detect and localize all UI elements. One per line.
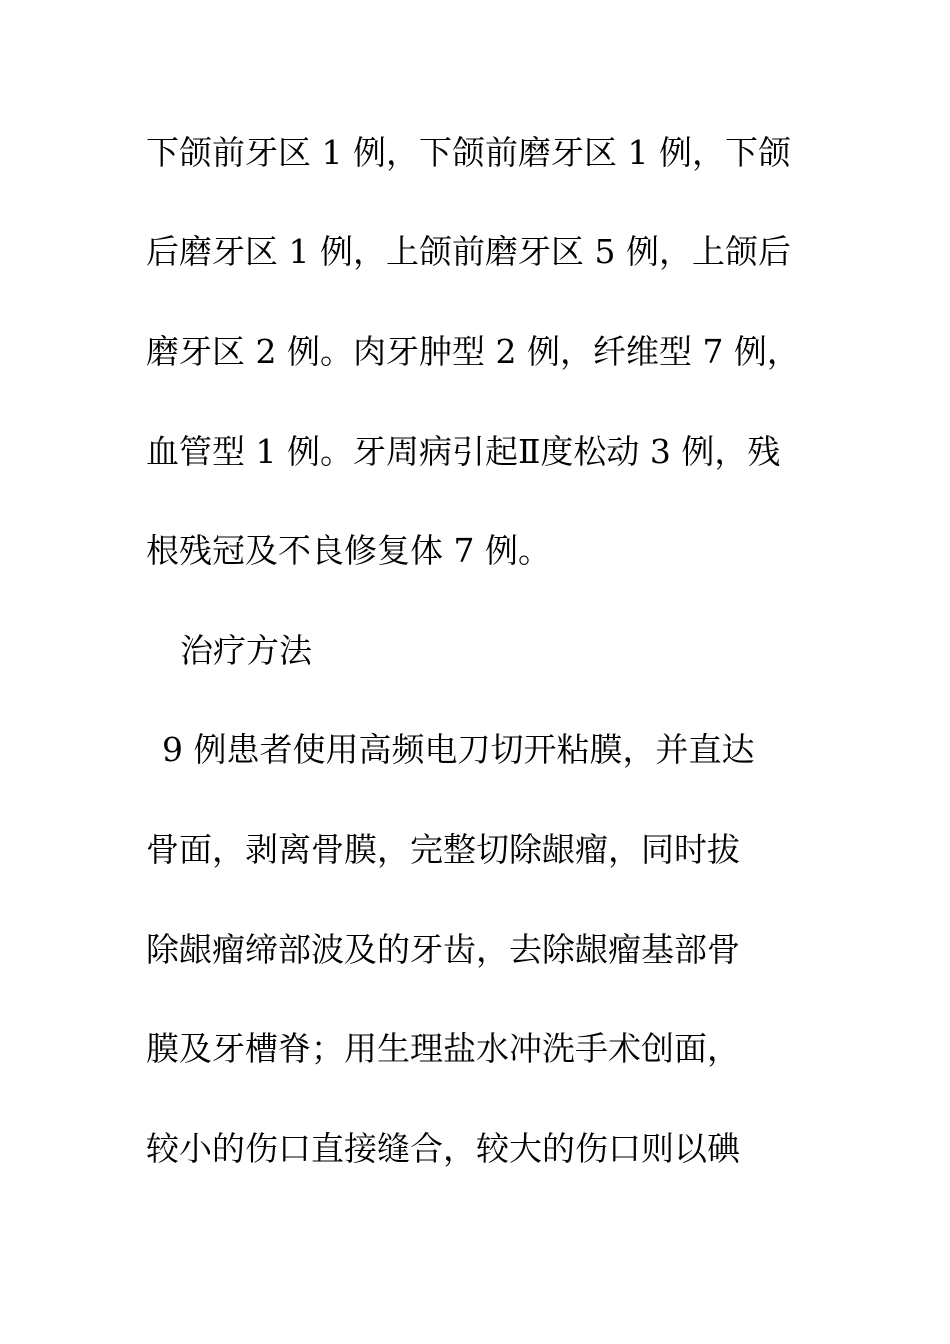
paragraph-line-10: 较小的伤口直接缝合，较大的伤口则以碘 bbox=[146, 1129, 740, 1168]
paragraph-line-9: 膜及牙槽脊；用生理盐水冲洗手术创面， bbox=[146, 1029, 740, 1068]
paragraph-line-4: 血管型 1 例。牙周病引起Ⅱ度松动 3 例，残 bbox=[146, 432, 781, 471]
paragraph-line-8: 除龈瘤缔部波及的牙齿，去除龈瘤基部骨 bbox=[146, 930, 740, 969]
paragraph-line-2: 后磨牙区 1 例，上颌前磨牙区 5 例，上颌后 bbox=[146, 232, 791, 271]
paragraph-line-1: 下颌前牙区 1 例，下颌前磨牙区 1 例，下颌 bbox=[146, 133, 791, 172]
paragraph-line-6: 9 例患者使用高频电刀切开粘膜，并直达 bbox=[162, 730, 755, 769]
section-heading: 治疗方法 bbox=[180, 631, 312, 670]
paragraph-line-5: 根残冠及不良修复体 7 例。 bbox=[146, 531, 551, 570]
paragraph-line-7: 骨面，剥离骨膜，完整切除龈瘤，同时拔 bbox=[146, 830, 740, 869]
paragraph-line-3: 磨牙区 2 例。肉牙肿型 2 例，纤维型 7 例， bbox=[146, 332, 800, 371]
